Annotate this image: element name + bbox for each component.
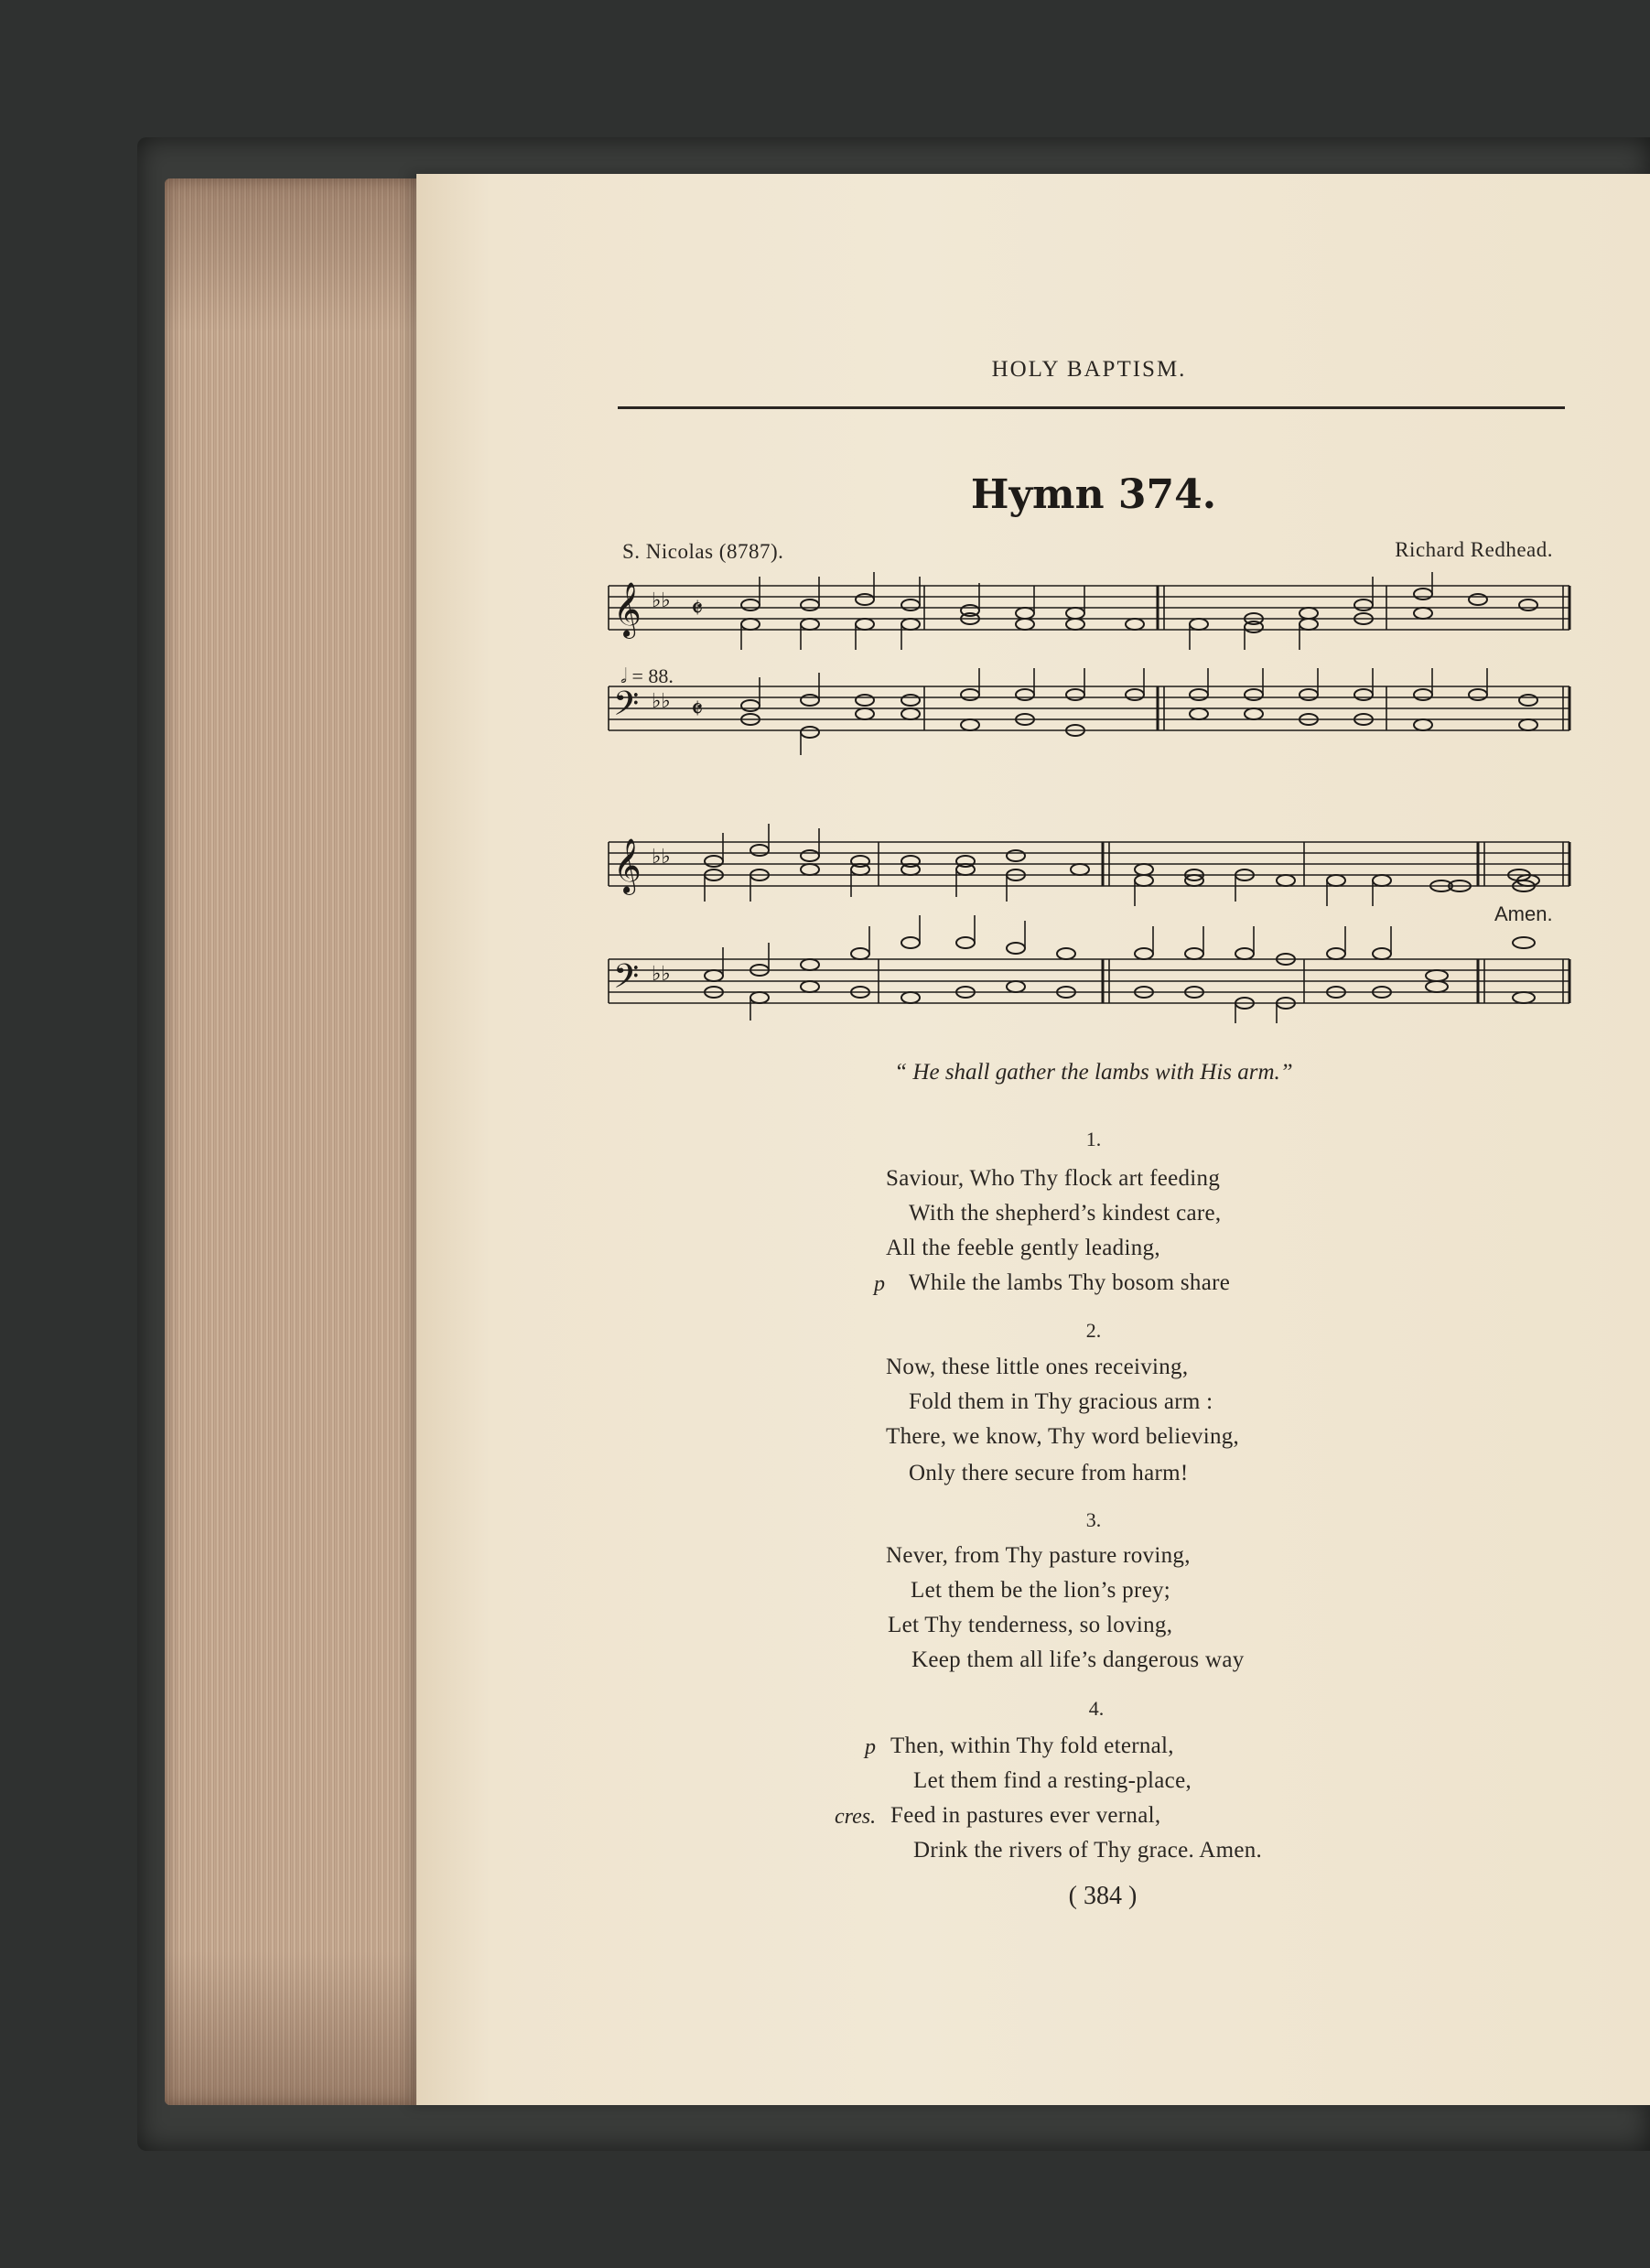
dynamic-marking: p [865,1735,876,1759]
verse-line: Feed in pastures ever vernal, [890,1803,1161,1828]
svg-text:𝄵: 𝄵 [691,694,704,726]
tempo-marking: 𝅗𝅥 = 88. [620,664,674,687]
dynamic-marking: cres. [835,1805,877,1829]
svg-text:♭♭: ♭♭ [652,846,671,869]
amen-label: Amen. [1494,902,1553,925]
running-head: HOLY BAPTISM. [991,357,1187,382]
svg-text:𝄢: 𝄢 [613,685,640,731]
verse-number: 3. [1085,1508,1102,1531]
verse-number: 2. [1085,1319,1102,1342]
verse-line: Let them be the lion’s prey; [911,1578,1171,1603]
svg-text:𝄞: 𝄞 [613,838,642,893]
svg-text:𝄵: 𝄵 [691,593,704,625]
verse-line: Fold them in Thy gracious arm : [909,1389,1213,1414]
header-rule [618,406,1565,409]
music-system-2 [604,824,1574,1025]
verse-line: Keep them all life’s dangerous way [911,1647,1245,1672]
page-number: ( 384 ) [1068,1882,1138,1910]
tune-name: S. Nicolas (8787). [622,540,784,563]
verse-line: Let Thy tenderness, so loving, [888,1613,1173,1637]
verse-number: 4. [1088,1697,1105,1720]
verse-line: Let them find a resting-place, [913,1768,1192,1793]
composer-name: Richard Redhead. [1395,538,1553,561]
hymn-title: Hymn 374. [970,471,1217,518]
verse-line: Never, from Thy pasture roving, [886,1543,1191,1568]
svg-text:♭♭: ♭♭ [652,589,671,612]
verse-line: Then, within Thy fold eternal, [890,1733,1174,1758]
verse-line: While the lambs Thy bosom share [909,1270,1231,1295]
page-edges [165,178,430,2105]
score-staves-2 [604,824,1574,1025]
verse-line: Only there secure from harm! [909,1461,1189,1485]
verse-number: 1. [1085,1128,1102,1150]
verse-line: Now, these little ones receiving, [886,1355,1189,1379]
dynamic-marking: p [874,1272,885,1296]
svg-text:♭♭: ♭♭ [652,963,671,986]
music-system-1 [604,572,1574,755]
svg-text:𝄞: 𝄞 [613,582,642,637]
svg-text:𝄢: 𝄢 [613,957,640,1004]
score-staves-1 [604,572,1574,755]
verse-line: There, we know, Thy word believing, [886,1424,1240,1449]
verse-line: All the feeble gently leading, [886,1236,1160,1260]
svg-text:♭♭: ♭♭ [652,690,671,713]
epigraph: “ He shall gather the lambs with His arm.” [894,1060,1293,1085]
verse-line: With the shepherd’s kindest care, [909,1201,1222,1226]
verse-line: Saviour, Who Thy flock art feeding [886,1166,1221,1191]
verse-line: Drink the rivers of Thy grace. Amen. [913,1838,1263,1863]
